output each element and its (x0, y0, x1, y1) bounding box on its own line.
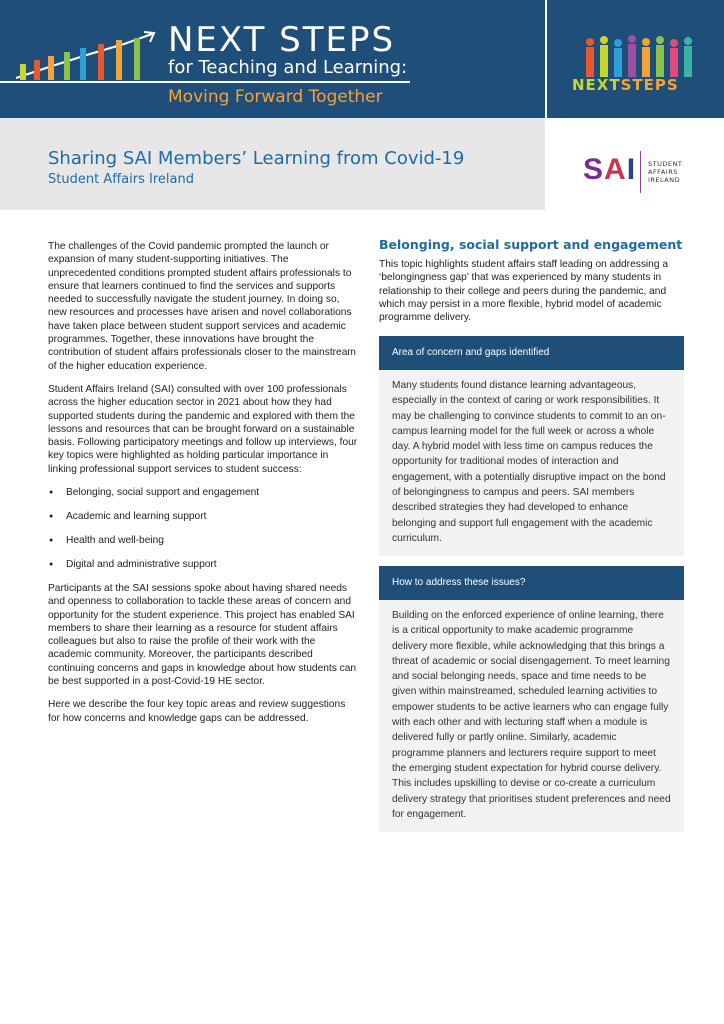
address-box-title: How to address these issues? (379, 566, 684, 600)
sai-logo-text (648, 160, 682, 184)
concern-text: Many students found distance learning advantageous, especially in the context of caring or work responsibilities. It may be challenging to convince students to commit to an on-campus learning model for the full week or across a whole day. A hybrid model with less time on campus reduces the opportunity for traditional modes of interaction and engagement, with a potentially disruptive impact on the bond of belongingness to campus and peers. SAI members described strategies they had developed to enhance belonging and support full engagement with the academic curriculum. (392, 380, 666, 544)
sai-logo-divider (640, 151, 641, 193)
sai-logo (583, 153, 636, 187)
address-box-body (379, 600, 684, 832)
participants-paragraph: Participants at the SAI sessions spoke about having shared needs and openness to collaboration to tackle these areas of concern and opportunity for the student experience. This project has enabled SAI members to share their learning as a resource for student affairs colleagues but also to raise the profile of their work with the academic community. Moreover, the participants described continuing concerns and gaps in knowledge about how students can be best supported in a post-Covid-19 HE sector. (48, 582, 357, 688)
concern-box-title: Area of concern and gaps identified (379, 336, 684, 370)
list-item: ● Academic and learning support (48, 510, 358, 523)
sai-logo-line: IRELAND (648, 176, 681, 184)
intro-paragraph: The challenges of the Covid pandemic prompted the launch or expansion of many student-supporting initiatives. The unprecedented conditions prompted student affairs professionals to ensure that learners continued to find the services and supports needed to successfully navigate the student journey. In doing so, new resources and processes have arisen and novel collaborations have taken place between student support services and academic programmes. Together, these innovations have brought the contribution of student affairs professionals closer to the mainstream of the higher education experience. (48, 241, 356, 372)
logo-next: NEXT (572, 76, 621, 94)
left-column (48, 240, 358, 735)
closing-paragraph: Here we describe the four key topic areas and review suggestions for how concerns and knowledge gaps can be addressed. (48, 699, 346, 724)
page-subtitle: Student Affairs Ireland (48, 172, 194, 187)
people-silhouettes-icon (580, 34, 700, 80)
section-heading: Belonging, social support and engagement (379, 237, 683, 252)
address-box (379, 566, 684, 832)
sai-letter-a: A (604, 153, 627, 186)
list-item: ● Belonging, social support and engagement (48, 486, 358, 499)
concern-box (379, 336, 684, 556)
sai-letter-s: S (583, 153, 605, 186)
header-rule (0, 81, 410, 83)
header-tagline: Moving Forward Together (168, 87, 383, 107)
header-divider (545, 0, 547, 118)
list-item: ● Digital and administrative support (48, 558, 358, 571)
sai-logo-line: STUDENT (648, 160, 683, 168)
concern-box-body (379, 370, 684, 556)
logo-steps: STEPS (620, 76, 679, 94)
sai-logo-line: AFFAIRS (648, 168, 678, 176)
key-topics-list (48, 486, 358, 571)
list-item: ● Health and well-being (48, 534, 358, 547)
address-text: Building on the enforced experience of online learning, there is a critical opportunity to make academic programme delivery more flexible, while acknowledging that this brings a threat of academic or social disengagement. To meet learning and social belonging needs, space and time needs to be given within mainstreamed, scheduled learning activities to empower students to be active learners who can engage fully with each other and with lecturing staff when a module is delivered fully or partly online. Similarly, academic programme planners and lecturers require support to meet the emerging student expectation for hybrid course delivery. This includes upskilling to devise or co-create a curriculum delivery strategy that prioritises student preferences and need for engagement. (392, 610, 671, 820)
page-title: Sharing SAI Members’ Learning from Covid-19 (48, 148, 465, 169)
consultation-paragraph: Student Affairs Ireland (SAI) consulted with over 100 professionals across the higher education sector in 2021 about how they had supported students during the pandemic and explored with them the lessons and resources that can be brought forward on a sustainable basis. Following participatory meetings and follow up interviews, four key topics were highlighted as holding particular importance in linking professional support services to student success: (48, 383, 358, 475)
right-column (379, 237, 684, 820)
sai-letter-i: I (626, 153, 637, 186)
next-steps-logo (572, 76, 679, 94)
header-subtitle: for Teaching and Learning: (168, 57, 408, 78)
section-intro: This topic highlights student affairs staff leading on addressing a ‘belongingness gap’ that was experienced by many students in relationship to their college and peers during the pandemic, and which may persist in a more flexible, hybrid model of academic programme delivery. (379, 259, 669, 324)
raised-hands-icon (12, 28, 162, 82)
header-title: NEXT STEPS (168, 20, 396, 60)
